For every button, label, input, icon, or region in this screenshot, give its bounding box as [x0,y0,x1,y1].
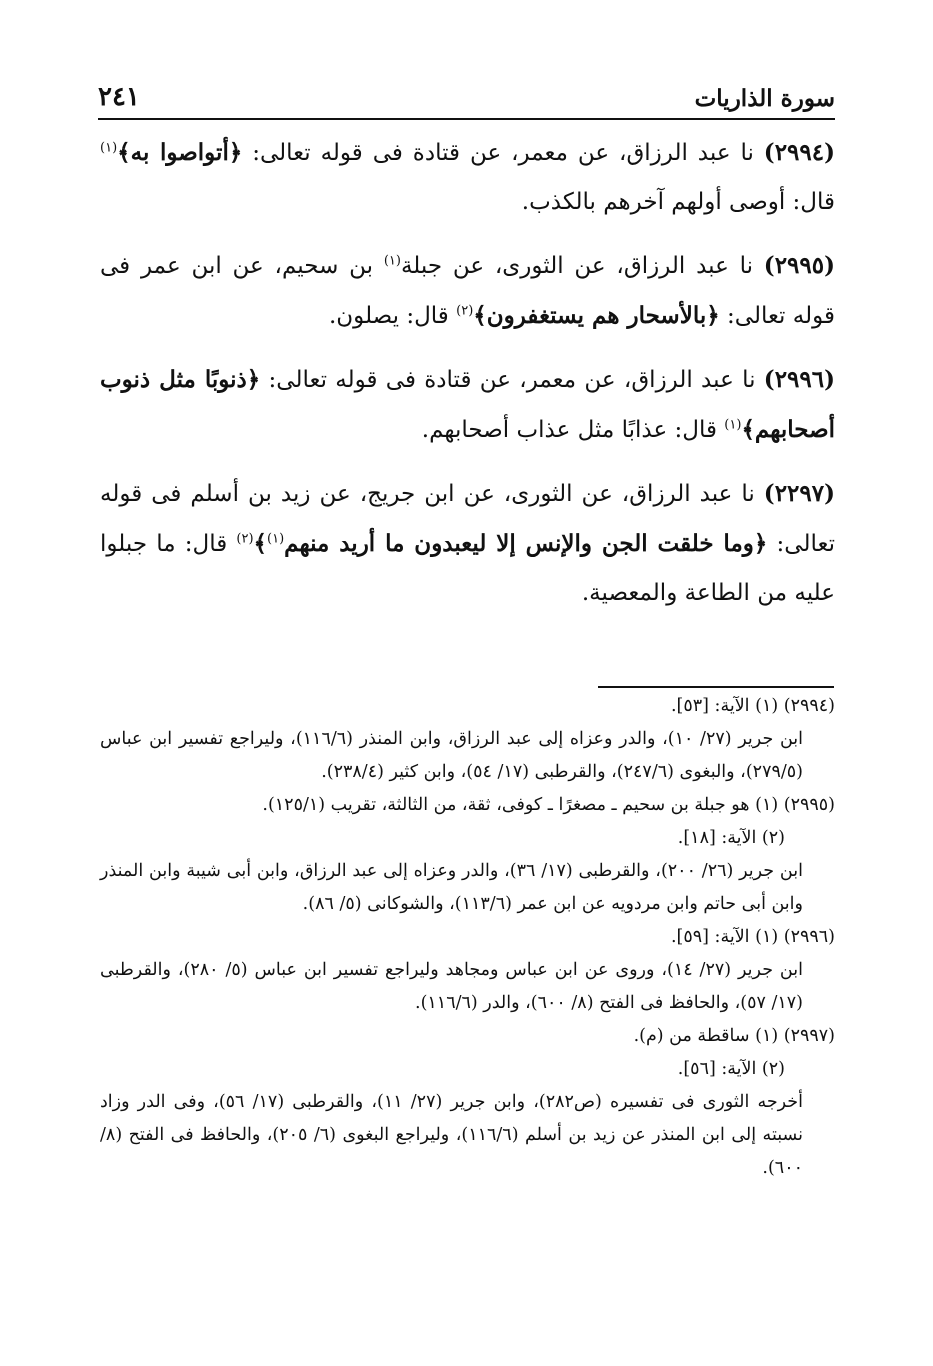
entry-text: نا عبد الرزاق، عن معمر، عن قتادة فى قوله تعالى: [242,140,764,166]
surah-title: سورة الذاريات [694,85,835,112]
quran-verse: ﴿بالأسحار هم يستغفرون﴾ [473,302,720,329]
entry-2996 [100,355,835,455]
entry-number: (٢٩٩٥) [763,252,835,279]
entry-text: قال: عذابًا مثل عذاب أصحابهم. [421,417,725,443]
entry-text: قال: يصلون. [328,303,457,329]
entry-text: قال: أوصى أولهم آخرهم بالكذب. [521,189,835,215]
footnote-subheading: (٢) الآية: [٥٦]. [677,1059,785,1079]
entry-2994 [100,128,835,227]
footnote-marker: (٢) [456,303,474,319]
footnote-marker: (١) [383,253,401,269]
footnote-text: ابن جرير (٢٧/ ١٠)، والدر وعزاه إلى عبد الرزاق، وابن المنذر (١١٦/٦)، وليراجع تفسير ابن عباس (٢٧٩/٥)، والبغوى (٢٤٧/٦)، والقرطبى (١٧/ ٥٤)، وابن كثير (٢٣٨/٤). [100,729,804,782]
entry-number: (٢٢٩٧) [763,480,835,507]
entry-text: نا عبد الرزاق، عن الثورى، عن ابن جريج، عن زيد بن أسلم فى قوله تعالى: [100,481,835,557]
page-header [98,76,835,112]
entry-text: بن سحيم، عن ابن عمر فى قوله تعالى: [100,253,835,329]
footnote-heading: (٢٩٩٧) (١) ساقطة من (م). [633,1026,835,1046]
main-text [100,128,835,632]
footnote-marker: (٢) [236,531,254,547]
entry-2995 [100,241,835,341]
entry-number: (٢٩٩٤) [763,139,835,166]
page-number: ٢٤١ [98,82,140,112]
footnote-rule [598,686,834,688]
footnote-marker: (١) [724,417,742,433]
footnote-heading: (٢٩٩٤) (١) الآية: [٥٣]. [670,696,835,716]
footnote-marker: (١) [267,531,285,547]
footnote-text: ابن جرير (٢٧/ ١٤)، وروى عن ابن عباس ومجاهد وليراجع تفسير ابن عباس (٥/ ٢٨٠)، والقرطبى (١٧/ ٥٧)، والحافظ فى الفتح (٨/ ٦٠٠)، والدر (١١٦/٦). [100,960,803,1013]
quran-verse: ﴿ذنوبًا مثل ذنوب أصحابهم﴾ [100,366,835,443]
entry-2997 [100,469,835,618]
entry-text: نا عبد الرزاق، عن الثورى، عن جبلة [400,253,764,279]
footnote-text: ابن جرير (٢٦/ ٢٠٠)، والقرطبى (١٧/ ٣٦)، والدر وعزاه إلى عبد الرزاق، وابن أبى شيبة وابن المنذر وابن أبى حاتم وابن مردويه عن ابن عمر (١١٣/٦)، والشوكانى (٥/ ٨٦). [100,861,803,914]
quran-verse-close: ﴾ [253,530,268,557]
footnote-marker: (١) [100,140,118,156]
footnote-heading: (٢٩٩٥) (١) هو جبلة بن سحيم ـ مصغرًا ـ كوفى، ثقة، من الثالثة، تقريب (١٢٥/١). [262,795,835,815]
entry-text: قال: ما جبلوا عليه من الطاعة والمعصية. [100,531,835,606]
footnote-text: أخرجه الثورى فى تفسيره (ص٢٨٢)، وابن جرير (٢٧/ ١١)، والقرطبى (١٧/ ٥٦)، وفى الدر وزاد نسبته إلى ابن المنذر عن زيد بن أسلم (١١٦/٦)، وليراجع البغوى (٦/ ٢٠٥)، والحافظ فى الفتح (٨/ ٦٠٠). [100,1092,803,1178]
footnote-subheading: (٢) الآية: [١٨]. [677,828,785,848]
footnote-heading: (٢٩٩٦) (١) الآية: [٥٩]. [670,927,835,947]
entry-number: (٢٩٩٦) [763,366,835,393]
quran-verse: ﴿أتواصوا به﴾ [117,139,243,166]
entry-text: نا عبد الرزاق، عن معمر، عن قتادة فى قوله تعالى: [260,367,764,393]
header-rule [98,118,835,120]
quran-verse: ﴿وما خلقت الجن والإنس إلا ليعبدون ما أريد منهم [284,530,768,557]
footnotes [100,690,835,1185]
